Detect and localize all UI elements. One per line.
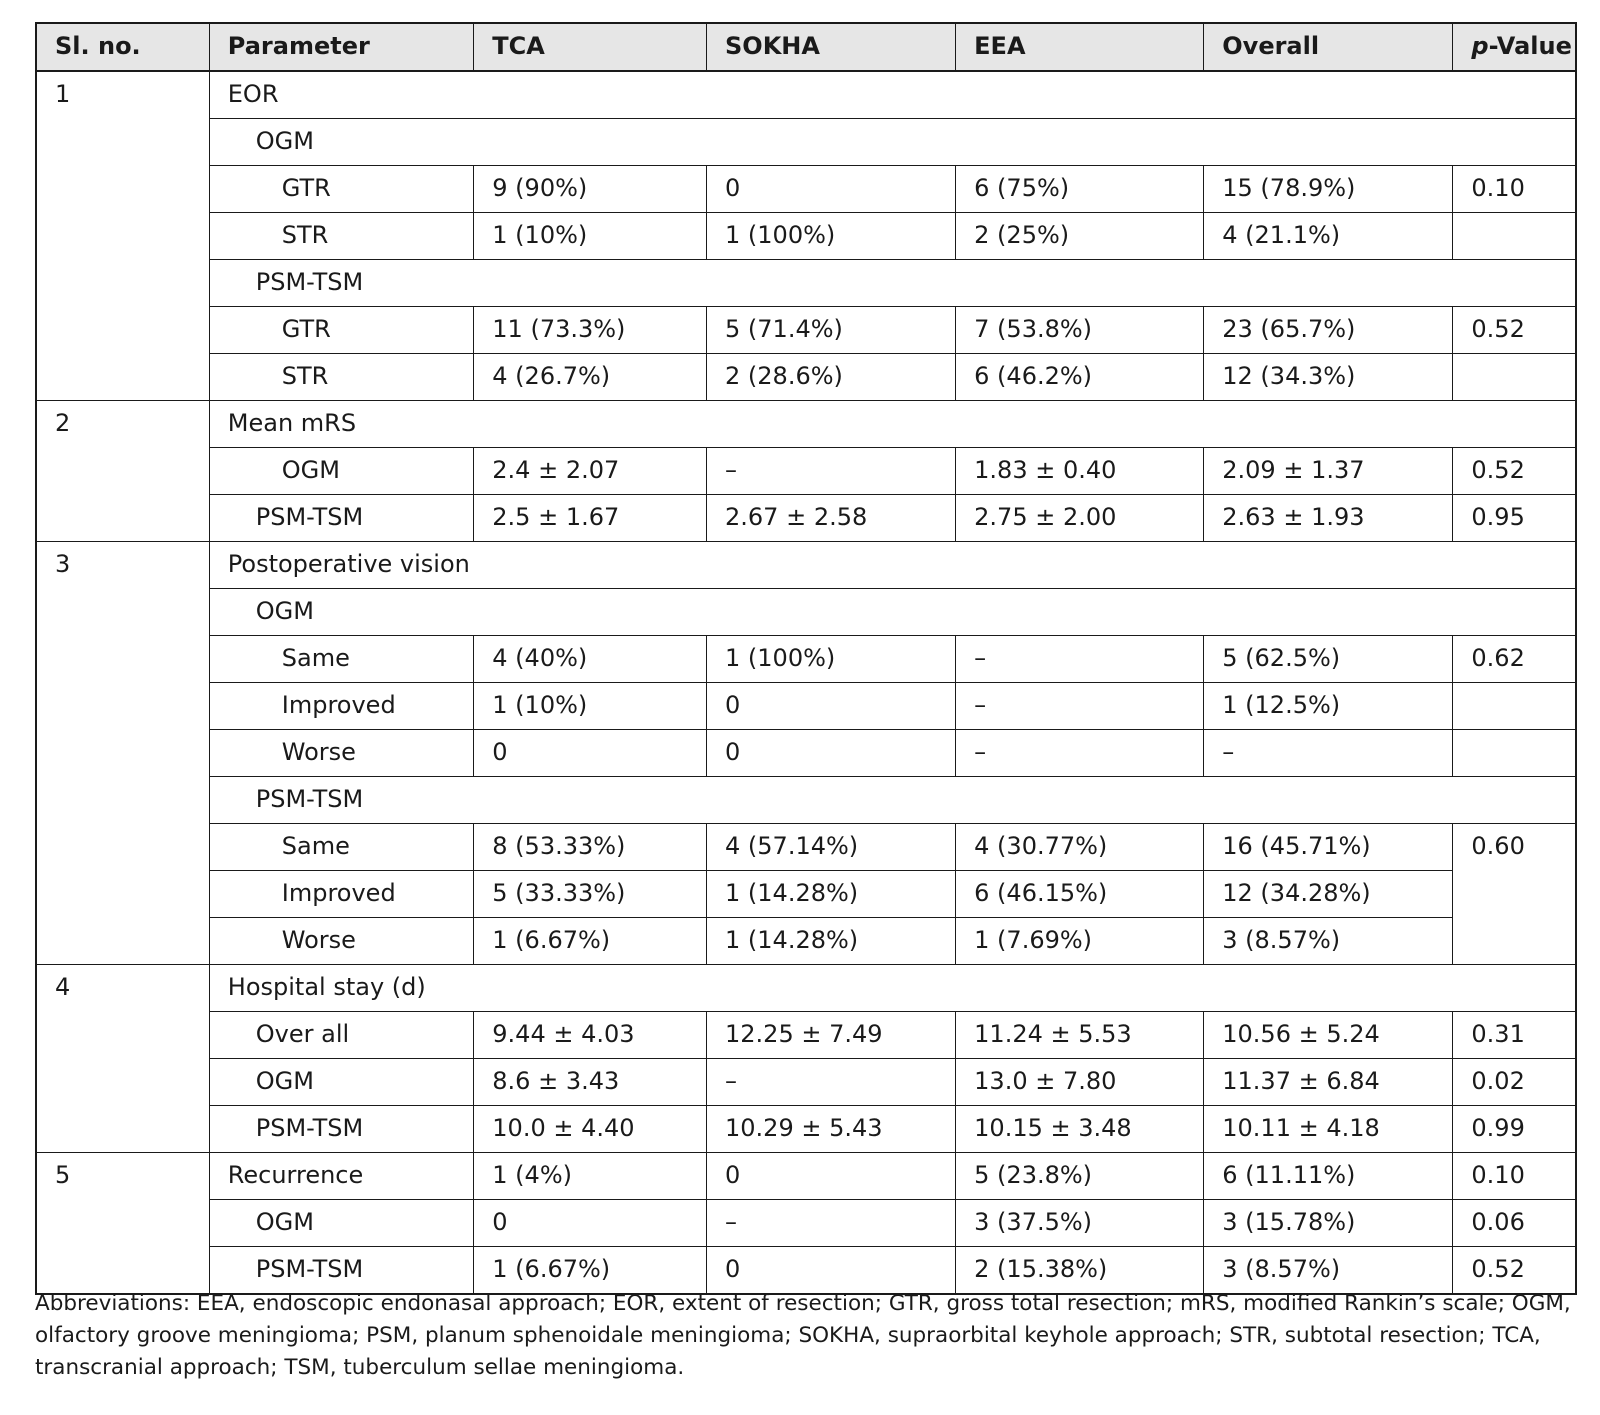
tca-cell: 1 (10%) [474, 683, 707, 730]
p-value-suffix: -Value [1488, 32, 1572, 60]
sokha-cell: – [707, 1200, 956, 1247]
tca-cell: 4 (40%) [474, 636, 707, 683]
overall-cell: 2.63 ± 1.93 [1204, 495, 1453, 542]
sokha-cell: 5 (71.4%) [707, 307, 956, 354]
parameter-cell: OGM [209, 448, 474, 495]
tca-cell: 11 (73.3%) [474, 307, 707, 354]
p-value-cell [1453, 683, 1576, 730]
table-row [36, 354, 1576, 401]
overall-cell: 3 (15.78%) [1204, 1200, 1453, 1247]
eea-cell: 2 (25%) [956, 213, 1204, 260]
sokha-cell: 2 (28.6%) [707, 354, 956, 401]
tca-cell: 1 (4%) [474, 1153, 707, 1200]
p-value-cell: 0.52 [1453, 448, 1576, 495]
parameter-cell: STR [209, 354, 474, 401]
overall-cell: – [1204, 730, 1453, 777]
tca-cell: 1 (10%) [474, 213, 707, 260]
tca-cell: 2.5 ± 1.67 [474, 495, 707, 542]
tca-cell: 8.6 ± 3.43 [474, 1059, 707, 1106]
subsection-heading: OGM [209, 589, 1576, 636]
tca-cell: 9.44 ± 4.03 [474, 1012, 707, 1059]
table-row [36, 871, 1576, 918]
parameter-cell: Improved [209, 683, 474, 730]
eea-cell: 6 (46.15%) [956, 871, 1204, 918]
overall-cell: 5 (62.5%) [1204, 636, 1453, 683]
table-row [36, 1200, 1576, 1247]
parameter-cell: Same [209, 824, 474, 871]
overall-cell: 2.09 ± 1.37 [1204, 448, 1453, 495]
table-row [36, 589, 1576, 636]
section-heading: Hospital stay (d) [209, 965, 1576, 1012]
results-table-container [35, 22, 1577, 1295]
parameter-cell: PSM-TSM [209, 1247, 474, 1295]
sl-no-cell: 2 [36, 401, 209, 542]
parameter-cell: GTR [209, 307, 474, 354]
table-row [36, 1012, 1576, 1059]
tca-cell: 0 [474, 1200, 707, 1247]
sl-no-cell: 4 [36, 965, 209, 1153]
table-row [36, 542, 1576, 589]
tca-cell: 5 (33.33%) [474, 871, 707, 918]
sokha-cell: 4 (57.14%) [707, 824, 956, 871]
sokha-cell: 2.67 ± 2.58 [707, 495, 956, 542]
section-heading: Postoperative vision [209, 542, 1576, 589]
p-value-cell: 0.52 [1453, 1247, 1576, 1295]
table-row [36, 918, 1576, 965]
overall-cell: 3 (8.57%) [1204, 918, 1453, 965]
sl-no-cell: 1 [36, 71, 209, 401]
overall-cell: 15 (78.9%) [1204, 166, 1453, 213]
overall-cell: 16 (45.71%) [1204, 824, 1453, 871]
tca-cell: 1 (6.67%) [474, 918, 707, 965]
sokha-cell: 0 [707, 1247, 956, 1295]
table-row [36, 307, 1576, 354]
eea-cell: 7 (53.8%) [956, 307, 1204, 354]
p-value-cell: 0.02 [1453, 1059, 1576, 1106]
parameter-cell: Worse [209, 730, 474, 777]
table-row [36, 260, 1576, 307]
overall-cell: 11.37 ± 6.84 [1204, 1059, 1453, 1106]
table-row [36, 1059, 1576, 1106]
sokha-cell: 0 [707, 683, 956, 730]
eea-cell: 5 (23.8%) [956, 1153, 1204, 1200]
p-value-cell [1453, 354, 1576, 401]
subsection-heading: PSM-TSM [209, 260, 1576, 307]
tca-cell: 0 [474, 730, 707, 777]
parameter-cell: OGM [209, 1200, 474, 1247]
sokha-cell: 1 (100%) [707, 213, 956, 260]
eea-cell: 11.24 ± 5.53 [956, 1012, 1204, 1059]
sokha-cell: 1 (14.28%) [707, 871, 956, 918]
header-row [36, 23, 1576, 71]
tca-cell: 10.0 ± 4.40 [474, 1106, 707, 1153]
p-value-cell: 0.95 [1453, 495, 1576, 542]
header-overall: Overall [1204, 23, 1453, 71]
table-row [36, 1247, 1576, 1295]
p-value-cell: 0.62 [1453, 636, 1576, 683]
table-row [36, 166, 1576, 213]
eea-cell: – [956, 683, 1204, 730]
subsection-heading: OGM [209, 119, 1576, 166]
parameter-cell: GTR [209, 166, 474, 213]
eea-cell: 1 (7.69%) [956, 918, 1204, 965]
table-row [36, 401, 1576, 448]
eea-cell: 2 (15.38%) [956, 1247, 1204, 1295]
overall-cell: 12 (34.28%) [1204, 871, 1453, 918]
header-sokha: SOKHA [707, 23, 956, 71]
overall-cell: 23 (65.7%) [1204, 307, 1453, 354]
sokha-cell: 0 [707, 166, 956, 213]
table-row [36, 777, 1576, 824]
header-sl-no: Sl. no. [36, 23, 209, 71]
eea-cell: – [956, 636, 1204, 683]
p-value-cell: 0.10 [1453, 166, 1576, 213]
table-row [36, 1153, 1576, 1200]
sl-no-cell: 3 [36, 542, 209, 965]
parameter-cell: Recurrence [209, 1153, 474, 1200]
eea-cell: 6 (75%) [956, 166, 1204, 213]
p-value-cell [1453, 213, 1576, 260]
overall-cell: 10.11 ± 4.18 [1204, 1106, 1453, 1153]
sokha-cell: 0 [707, 730, 956, 777]
parameter-cell: OGM [209, 1059, 474, 1106]
parameter-cell: Over all [209, 1012, 474, 1059]
p-value-cell: 0.10 [1453, 1153, 1576, 1200]
overall-cell: 4 (21.1%) [1204, 213, 1453, 260]
table-row [36, 965, 1576, 1012]
results-table [35, 22, 1577, 1295]
table-row [36, 824, 1576, 871]
header-parameter: Parameter [209, 23, 474, 71]
table-row [36, 448, 1576, 495]
abbreviations-footnote: Abbreviations: EEA, endoscopic endonasal approach; EOR, extent of resection; GTR, gross total resection; mRS, modified Rankin’s scale; OGM, olfactory groove meningioma; PSM, planum sphenoidale meningioma; SOKHA, supraorbital keyhole approach; STR, subtotal resection; TCA, transcranial approach; TSM, tuberculum sellae meningioma. [35, 1291, 1571, 1380]
header-p-value [1453, 23, 1576, 71]
table-row [36, 213, 1576, 260]
parameter-cell: PSM-TSM [209, 1106, 474, 1153]
parameter-cell: Improved [209, 871, 474, 918]
eea-cell: 2.75 ± 2.00 [956, 495, 1204, 542]
parameter-cell: STR [209, 213, 474, 260]
sl-no-cell: 5 [36, 1153, 209, 1295]
section-heading: EOR [209, 71, 1576, 119]
p-value-cell: 0.31 [1453, 1012, 1576, 1059]
table-row [36, 730, 1576, 777]
parameter-cell: Worse [209, 918, 474, 965]
p-italic: p [1471, 32, 1489, 60]
overall-cell: 6 (11.11%) [1204, 1153, 1453, 1200]
parameter-cell: PSM-TSM [209, 495, 474, 542]
table-row [36, 683, 1576, 730]
sokha-cell: – [707, 1059, 956, 1106]
p-value-cell: 0.60 [1453, 824, 1576, 965]
table-row [36, 71, 1576, 119]
tca-cell: 2.4 ± 2.07 [474, 448, 707, 495]
eea-cell: 10.15 ± 3.48 [956, 1106, 1204, 1153]
eea-cell: 1.83 ± 0.40 [956, 448, 1204, 495]
table-row [36, 495, 1576, 542]
sokha-cell: 12.25 ± 7.49 [707, 1012, 956, 1059]
tca-cell: 1 (6.67%) [474, 1247, 707, 1295]
p-value-cell: 0.06 [1453, 1200, 1576, 1247]
subsection-heading: PSM-TSM [209, 777, 1576, 824]
p-value-cell [1453, 730, 1576, 777]
overall-cell: 10.56 ± 5.24 [1204, 1012, 1453, 1059]
tca-cell: 4 (26.7%) [474, 354, 707, 401]
header-eea: EEA [956, 23, 1204, 71]
table-row [36, 119, 1576, 166]
section-heading: Mean mRS [209, 401, 1576, 448]
eea-cell: 13.0 ± 7.80 [956, 1059, 1204, 1106]
sokha-cell: 1 (100%) [707, 636, 956, 683]
header-tca: TCA [474, 23, 707, 71]
sokha-cell: – [707, 448, 956, 495]
overall-cell: 3 (8.57%) [1204, 1247, 1453, 1295]
eea-cell: 4 (30.77%) [956, 824, 1204, 871]
p-value-cell: 0.52 [1453, 307, 1576, 354]
tca-cell: 9 (90%) [474, 166, 707, 213]
p-value-cell: 0.99 [1453, 1106, 1576, 1153]
table-row [36, 636, 1576, 683]
parameter-cell: Same [209, 636, 474, 683]
overall-cell: 12 (34.3%) [1204, 354, 1453, 401]
sokha-cell: 10.29 ± 5.43 [707, 1106, 956, 1153]
sokha-cell: 1 (14.28%) [707, 918, 956, 965]
eea-cell: 6 (46.2%) [956, 354, 1204, 401]
eea-cell: 3 (37.5%) [956, 1200, 1204, 1247]
sokha-cell: 0 [707, 1153, 956, 1200]
eea-cell: – [956, 730, 1204, 777]
table-row [36, 1106, 1576, 1153]
tca-cell: 8 (53.33%) [474, 824, 707, 871]
overall-cell: 1 (12.5%) [1204, 683, 1453, 730]
